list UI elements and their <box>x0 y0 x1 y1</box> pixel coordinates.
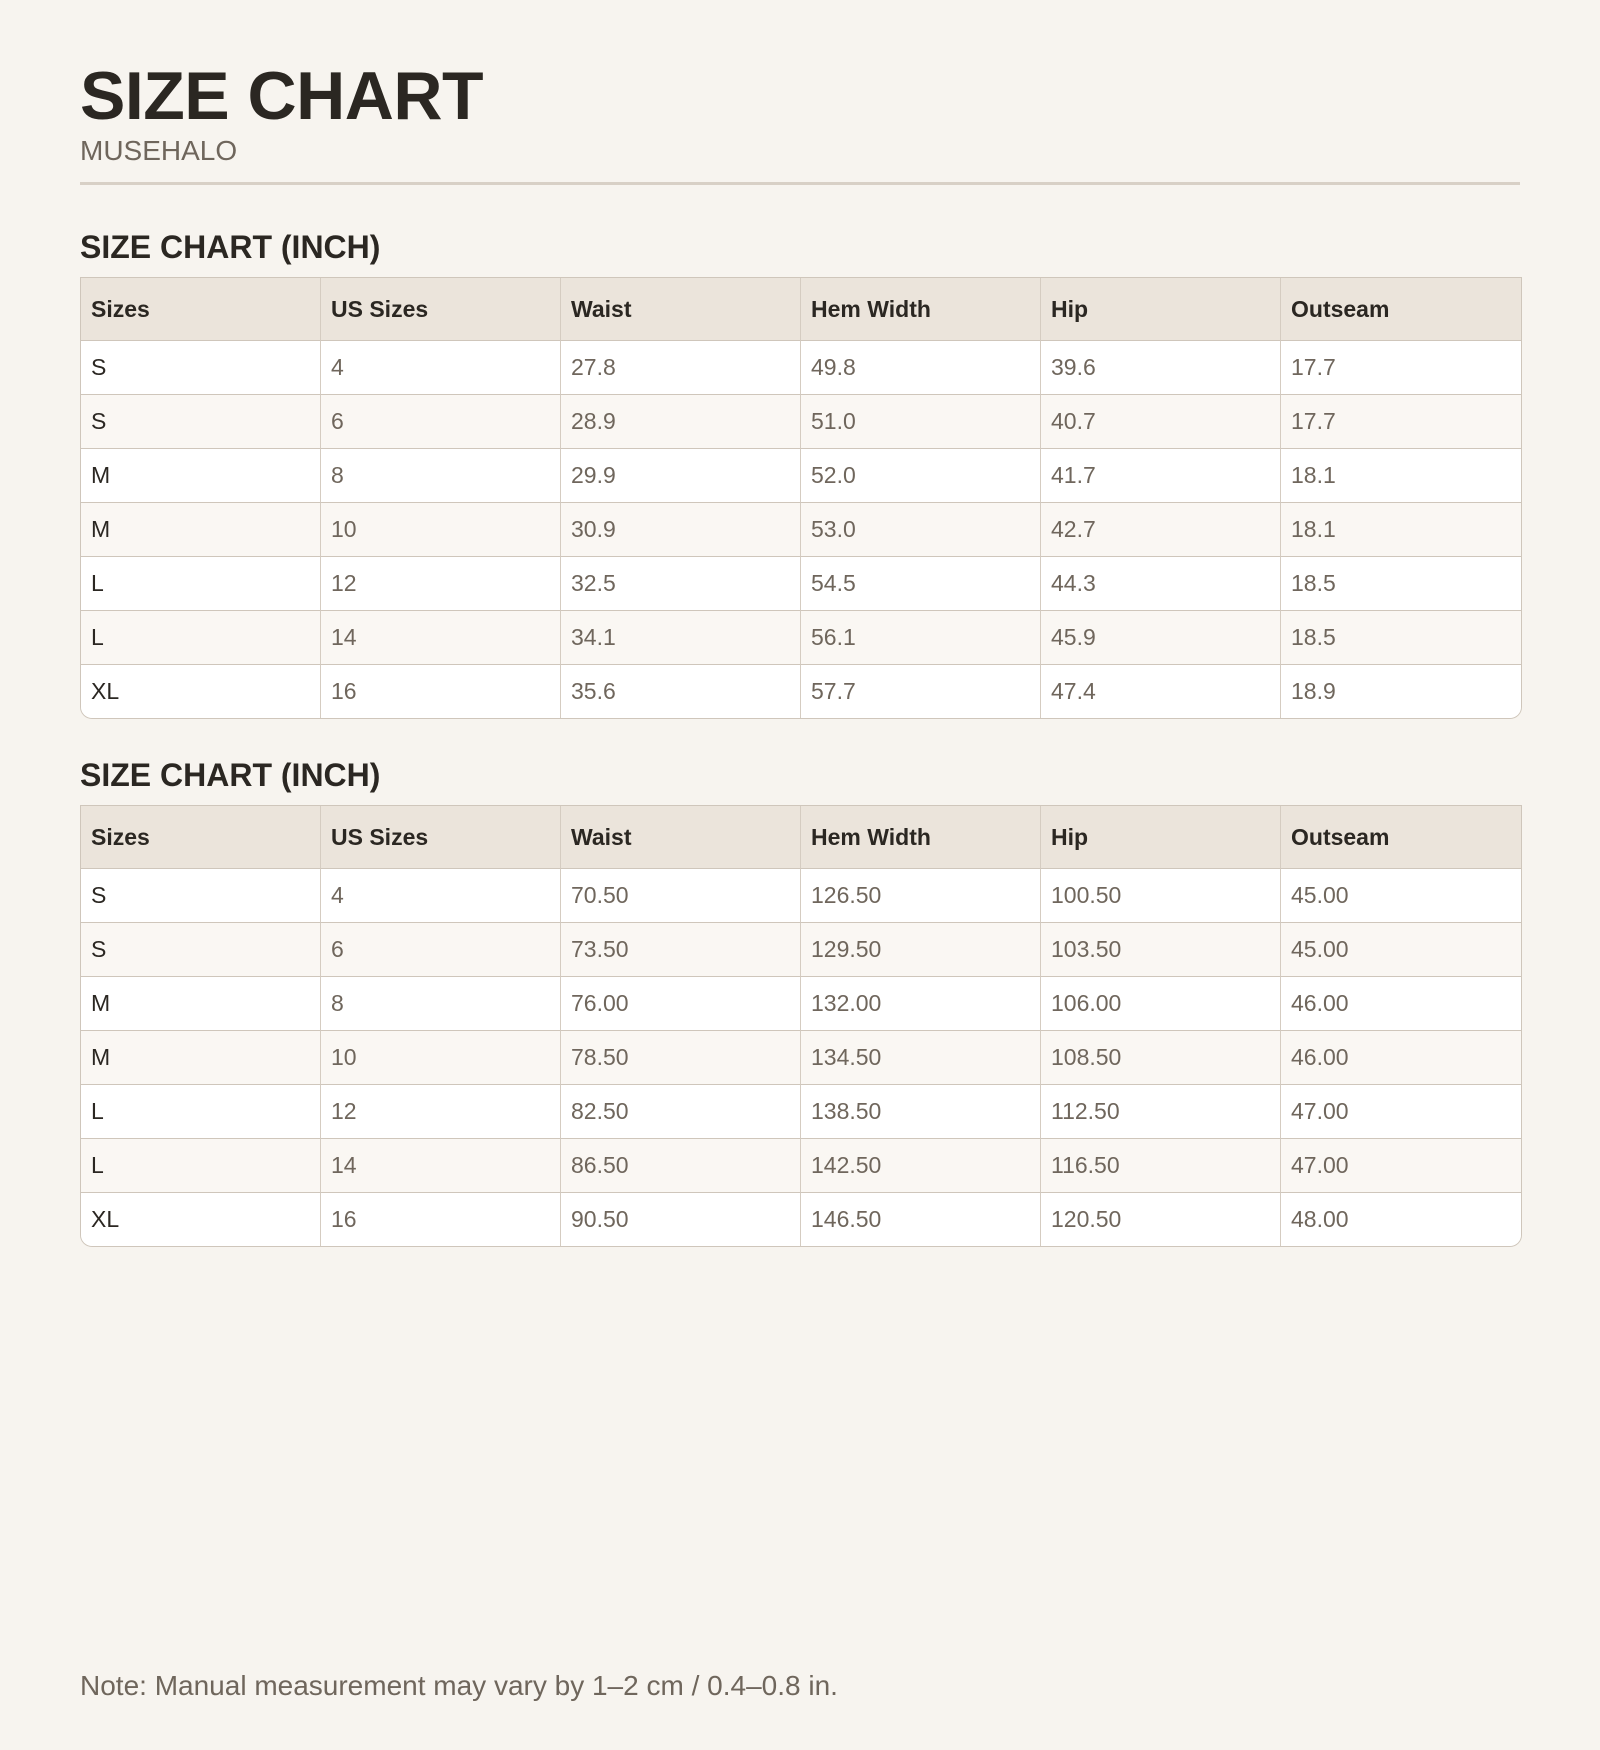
table-cell: 76.00 <box>561 977 801 1031</box>
table-cell: 47.4 <box>1041 665 1281 718</box>
table-cell: 116.50 <box>1041 1139 1281 1193</box>
table-row <box>81 557 1521 611</box>
table-row <box>81 1085 1521 1139</box>
table-header-row <box>81 806 1521 869</box>
table-cell: 53.0 <box>801 503 1041 557</box>
table-cell: 18.5 <box>1281 557 1521 611</box>
size-cell: XL <box>81 1193 321 1246</box>
size-cell: M <box>81 1031 321 1085</box>
table-cell: 18.1 <box>1281 449 1521 503</box>
table-cell: 54.5 <box>801 557 1041 611</box>
table-row <box>81 923 1521 977</box>
table-cell: 10 <box>321 1031 561 1085</box>
table-cell: 132.00 <box>801 977 1041 1031</box>
table-cell: 4 <box>321 869 561 923</box>
table-cell: 46.00 <box>1281 1031 1521 1085</box>
table-cell: 46.00 <box>1281 977 1521 1031</box>
table-cell: 108.50 <box>1041 1031 1281 1085</box>
table-cell: 16 <box>321 1193 561 1246</box>
table-row <box>81 1193 1521 1246</box>
table-cell: 44.3 <box>1041 557 1281 611</box>
header-divider <box>80 182 1520 185</box>
table-cell: 49.8 <box>801 341 1041 395</box>
table-row <box>81 341 1521 395</box>
table-cell: 82.50 <box>561 1085 801 1139</box>
table-cell: 28.9 <box>561 395 801 449</box>
size-cell: S <box>81 923 321 977</box>
table-row <box>81 503 1521 557</box>
column-header: Hip <box>1041 806 1281 869</box>
column-header: Outseam <box>1281 806 1521 869</box>
size-cell: M <box>81 977 321 1031</box>
section-title: SIZE CHART (INCH) <box>80 229 381 265</box>
table-cell: 18.9 <box>1281 665 1521 718</box>
table-cell: 86.50 <box>561 1139 801 1193</box>
size-cell: XL <box>81 665 321 718</box>
column-header: Sizes <box>81 806 321 869</box>
size-cell: S <box>81 395 321 449</box>
table-cell: 45.00 <box>1281 923 1521 977</box>
table-cell: 14 <box>321 611 561 665</box>
table-cell: 35.6 <box>561 665 801 718</box>
table-cell: 14 <box>321 1139 561 1193</box>
table-cell: 126.50 <box>801 869 1041 923</box>
table-cell: 42.7 <box>1041 503 1281 557</box>
table-cell: 47.00 <box>1281 1139 1521 1193</box>
table-cell: 39.6 <box>1041 341 1281 395</box>
column-header: Sizes <box>81 278 321 341</box>
table-cell: 56.1 <box>801 611 1041 665</box>
table-cell: 47.00 <box>1281 1085 1521 1139</box>
table-header-row <box>81 278 1521 341</box>
table-cell: 120.50 <box>1041 1193 1281 1246</box>
table-row <box>81 665 1521 718</box>
table-cell: 134.50 <box>801 1031 1041 1085</box>
brand-name: MUSEHALO <box>80 135 238 166</box>
table-cell: 48.00 <box>1281 1193 1521 1246</box>
size-cell: L <box>81 557 321 611</box>
table-row <box>81 869 1521 923</box>
size-cell: L <box>81 611 321 665</box>
column-header: Hem Width <box>801 806 1041 869</box>
size-cell: M <box>81 449 321 503</box>
table-body <box>81 341 1521 718</box>
table-cell: 18.1 <box>1281 503 1521 557</box>
size-cell: S <box>81 341 321 395</box>
table-row <box>81 449 1521 503</box>
table-cell: 12 <box>321 557 561 611</box>
size-chart-section-1 <box>80 229 1520 719</box>
section-title: SIZE CHART (INCH) <box>80 757 381 793</box>
table-row <box>81 611 1521 665</box>
table-cell: 8 <box>321 449 561 503</box>
table-cell: 129.50 <box>801 923 1041 977</box>
table-row <box>81 1139 1521 1193</box>
size-table <box>80 277 1522 719</box>
size-cell: M <box>81 503 321 557</box>
table-cell: 40.7 <box>1041 395 1281 449</box>
table-cell: 4 <box>321 341 561 395</box>
column-header: US Sizes <box>321 278 561 341</box>
table-cell: 41.7 <box>1041 449 1281 503</box>
measurement-note: Note: Manual measurement may vary by 1–2 cm / 0.4–0.8 in. <box>80 1670 838 1701</box>
column-header: Waist <box>561 806 801 869</box>
column-header: Waist <box>561 278 801 341</box>
table-cell: 70.50 <box>561 869 801 923</box>
table-cell: 17.7 <box>1281 395 1521 449</box>
size-table <box>80 805 1522 1247</box>
table-body <box>81 869 1521 1246</box>
table-cell: 27.8 <box>561 341 801 395</box>
column-header: Outseam <box>1281 278 1521 341</box>
table-cell: 34.1 <box>561 611 801 665</box>
table-cell: 52.0 <box>801 449 1041 503</box>
table-cell: 90.50 <box>561 1193 801 1246</box>
table-cell: 142.50 <box>801 1139 1041 1193</box>
table-cell: 112.50 <box>1041 1085 1281 1139</box>
table-row <box>81 977 1521 1031</box>
size-cell: L <box>81 1139 321 1193</box>
table-cell: 78.50 <box>561 1031 801 1085</box>
size-chart-section-2 <box>80 757 1520 1247</box>
column-header: US Sizes <box>321 806 561 869</box>
table-cell: 18.5 <box>1281 611 1521 665</box>
table-cell: 51.0 <box>801 395 1041 449</box>
table-cell: 146.50 <box>801 1193 1041 1246</box>
table-cell: 100.50 <box>1041 869 1281 923</box>
page-title: SIZE CHART <box>80 58 483 134</box>
table-cell: 6 <box>321 395 561 449</box>
table-cell: 106.00 <box>1041 977 1281 1031</box>
table-cell: 12 <box>321 1085 561 1139</box>
column-header: Hem Width <box>801 278 1041 341</box>
table-cell: 16 <box>321 665 561 718</box>
table-cell: 17.7 <box>1281 341 1521 395</box>
table-cell: 138.50 <box>801 1085 1041 1139</box>
column-header: Hip <box>1041 278 1281 341</box>
table-row <box>81 1031 1521 1085</box>
table-cell: 10 <box>321 503 561 557</box>
table-cell: 30.9 <box>561 503 801 557</box>
size-chart-page <box>80 60 1520 1247</box>
size-cell: S <box>81 869 321 923</box>
table-cell: 29.9 <box>561 449 801 503</box>
table-cell: 103.50 <box>1041 923 1281 977</box>
size-cell: L <box>81 1085 321 1139</box>
table-cell: 8 <box>321 977 561 1031</box>
table-row <box>81 395 1521 449</box>
table-cell: 6 <box>321 923 561 977</box>
table-cell: 32.5 <box>561 557 801 611</box>
table-cell: 73.50 <box>561 923 801 977</box>
table-cell: 45.9 <box>1041 611 1281 665</box>
table-cell: 57.7 <box>801 665 1041 718</box>
table-cell: 45.00 <box>1281 869 1521 923</box>
